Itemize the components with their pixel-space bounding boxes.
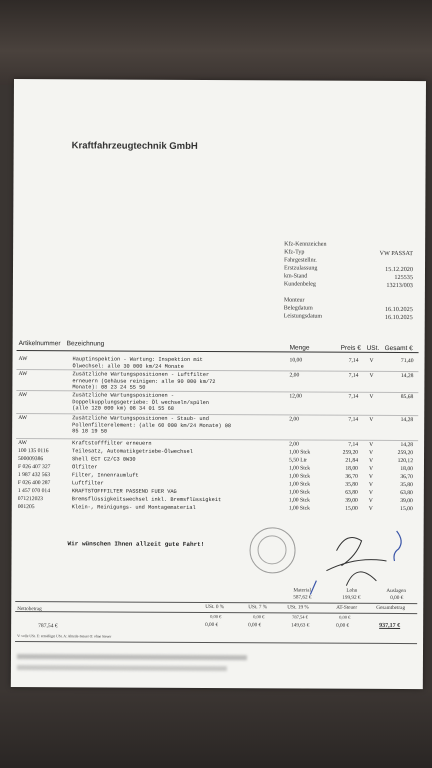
vehicle-label: Kundenbeleg [283, 281, 316, 288]
item-description [72, 392, 209, 412]
item-description-line: Bremsflüssigkeitswechsel inkl. Bremsflüssigkeit [71, 496, 222, 504]
item-price: 259,20 [342, 449, 359, 456]
item-quantity: 2,00 [289, 441, 299, 448]
item-total: 15,00 [400, 506, 413, 513]
tax-legend: V: volle USt. E: ermäßigte USt. A: Altteile-Steuer O: ohne Steuer [17, 634, 112, 639]
item-total: 71,40 [400, 358, 414, 365]
item-description-line: Teilesatz, Automatikgetriebe-Ölwechsel [72, 448, 193, 455]
item-description [72, 488, 177, 495]
item-price: 7,14 [348, 393, 359, 400]
ust19-base: 787,54 € [292, 614, 308, 620]
item-description-line: Doppelkupplungsgetriebe: Öl wechseln/spülen [72, 398, 210, 406]
item-description [72, 496, 221, 503]
material-label: Material [293, 587, 311, 594]
item-quantity: 5,50 Ltr [288, 457, 308, 464]
ust7-label: USt. 7 % [248, 604, 268, 611]
material-value: 587,62 € [293, 594, 312, 601]
item-description-line: Zusätzliche Wartungspositionen - Luftfilter [72, 371, 210, 379]
col-gesamt: Gesamt € [384, 344, 413, 353]
item-vat: V [368, 465, 374, 472]
item-vat: V [368, 497, 373, 504]
item-price: 18,00 [345, 465, 358, 472]
item-description [72, 504, 196, 511]
item-price: 7,14 [348, 416, 359, 423]
first-registration: 15.12.2020 [385, 265, 414, 274]
item-quantity: 12,00 [289, 393, 302, 400]
vehicle-label: Kfz-Typ [284, 249, 305, 256]
lohn-value: 199,92 € [342, 594, 361, 601]
item-code: AW [18, 392, 28, 399]
item-total: 14,28 [400, 442, 414, 449]
item-vat: V [368, 473, 373, 480]
item-description-line: Filter, Innenraumluft [71, 472, 139, 479]
document-date: 16.10.2025 [384, 305, 413, 314]
item-code: AW [18, 371, 28, 378]
nettobetrag-label: Nettobetrag [17, 606, 42, 613]
item-description-line: Pollenfilterelement: (alle 60 000 km/24 Monate) 08 [72, 421, 232, 429]
item-description [72, 464, 97, 471]
item-price: 7,14 [348, 441, 359, 448]
item-vat: V [368, 457, 374, 464]
item-description [72, 456, 136, 463]
item-vat: V [369, 416, 374, 423]
item-total: 14,28 [400, 373, 414, 380]
vehicle-label: km-Stand [283, 273, 308, 280]
item-quantity: 2,00 [289, 416, 300, 423]
ust7-base: 0,00 € [253, 614, 265, 620]
background-bottom [0, 690, 432, 768]
item-description-line: Ölfilter [71, 464, 98, 471]
item-description-line: Luftfilter [71, 480, 104, 487]
item-vat: V [368, 505, 373, 512]
background-top [0, 0, 432, 85]
ust0-tax: 0,00 € [205, 622, 219, 629]
meta-label: Belegdatum [283, 305, 313, 312]
col-artikel: Artikelnummer [18, 340, 61, 348]
item-code: 001205 [17, 504, 35, 511]
ust0-base: 0,00 € [210, 614, 222, 620]
item-description-line: Zusätzliche Wartungspositionen - [72, 392, 175, 399]
item-total: 120,12 [397, 458, 414, 465]
item-description-line: Monate): 08 23 24 55 50 [72, 384, 146, 391]
item-description-line: erneuern (Gehäuse reinigen: alle 90 000 km/72 [72, 377, 216, 385]
item-code: F 026 400 287 [17, 480, 51, 487]
item-quantity: 1,00 Stck [288, 505, 310, 512]
item-description-line: (alle 120 000 km) 08 34 01 55 68 [72, 405, 175, 412]
item-vat: V [369, 449, 374, 456]
item-description-line: Kraftstofffilter erneuern [72, 440, 152, 447]
item-description-line: Zusätzliche Wartungspositionen - Staub- und [72, 415, 209, 423]
item-description-line: KRAFTSTOFFFILTER PASSEND FUER VAG [71, 488, 177, 495]
item-vat: V [369, 441, 374, 448]
at-steuer-label: AT-Steuer [336, 604, 358, 611]
item-total: 14,28 [400, 417, 414, 424]
at-tax: 0,00 € [336, 622, 350, 629]
item-description [72, 356, 202, 370]
service-date: 16.10.2025 [384, 313, 413, 322]
company-stamp [249, 527, 295, 573]
auslagen-value: 0,00 € [390, 594, 404, 602]
item-total: 35,80 [400, 482, 413, 489]
item-total: 85,68 [400, 394, 414, 401]
col-preis: Preis € [340, 344, 361, 352]
item-vat: V [368, 481, 373, 488]
vehicle-type: VW PASSAT [379, 249, 414, 258]
col-ust: USt. [366, 344, 380, 352]
vehicle-label: Fahrgestellnr. [284, 257, 317, 264]
item-vat: V [369, 393, 374, 400]
item-total: 39,00 [400, 498, 413, 505]
col-bezeichnung: Bezeichnung [66, 340, 105, 348]
item-code: 1 987 432 563 [17, 472, 51, 479]
item-description [72, 415, 231, 435]
item-code: AW [18, 415, 28, 422]
ust19-tax: 149,63 € [291, 622, 310, 629]
vehicle-label: Kfz-Kennzeichen [284, 241, 327, 248]
item-description-line: Klein-, Reinigungs- und Montagematerial [71, 504, 196, 511]
item-description [72, 480, 104, 487]
stamp-center [257, 535, 286, 564]
ust7-tax: 0,00 € [248, 622, 262, 629]
item-price: 36,70 [345, 473, 358, 480]
footer-divider [15, 641, 417, 644]
netto-value: 787,54 € [38, 623, 58, 630]
mileage: 125535 [394, 273, 413, 282]
item-quantity: 10,00 [289, 357, 303, 364]
customer-doc: 13213/003 [386, 281, 413, 290]
meta-label: Leistungsdatum [283, 313, 323, 320]
col-menge: Menge [289, 344, 310, 352]
item-vat: V [369, 357, 374, 364]
item-quantity: 1,00 Stck [289, 449, 311, 456]
item-description [72, 371, 215, 391]
vehicle-label: Erstzulassung [283, 265, 318, 272]
item-quantity: 1,00 Stck [288, 481, 311, 488]
item-description-line: Ölwechsel: alle 30 000 km/24 Monate [72, 362, 184, 370]
item-code: 1 457 070 014 [17, 488, 51, 495]
item-price: 21,84 [345, 457, 359, 464]
item-description [72, 440, 152, 447]
item-price: 15,00 [345, 505, 358, 512]
item-description [72, 472, 139, 479]
meta-label: Monteur [283, 297, 305, 304]
item-description-line: Shell ECT C2/C3 0W30 [71, 456, 136, 463]
item-vat: V [369, 372, 374, 379]
ust0-label: USt. 0 % [205, 604, 225, 611]
grand-total: 937,17 € [379, 622, 401, 630]
footer-text-blurred [17, 654, 247, 660]
item-description [72, 448, 193, 455]
item-price: 35,80 [345, 481, 358, 488]
item-code: 071212023 [17, 496, 43, 503]
item-quantity: 1,00 Stck [288, 497, 310, 504]
item-code: AW [18, 440, 27, 447]
item-code: F 026 407 327 [17, 464, 51, 471]
item-total: 18,00 [400, 466, 413, 473]
gesamtbetrag-label: Gesamtbetrag [376, 604, 406, 612]
item-price: 7,14 [348, 357, 359, 364]
invoice-paper [11, 79, 426, 689]
footer-text-blurred [17, 665, 227, 671]
item-total: 259,20 [397, 450, 414, 457]
company-name: Kraftfahrzeugtechnik GmbH [71, 140, 198, 152]
item-quantity: 2,00 [289, 372, 300, 379]
item-price: 63,80 [345, 489, 358, 496]
item-total: 63,80 [400, 490, 413, 497]
item-code: 500009386 [17, 456, 44, 463]
item-quantity: 1,00 Stck [288, 465, 311, 472]
item-quantity: 1,00 Stck [288, 489, 310, 496]
item-description-line: 85 18 19 50 [72, 428, 108, 435]
greeting: Wir wünschen Ihnen allzeit gute Fahrt! [67, 540, 205, 549]
item-vat: V [368, 489, 373, 496]
item-price: 39,00 [345, 497, 358, 504]
ust19-label: USt. 19 % [287, 604, 309, 611]
at-base: 0,00 € [339, 614, 351, 620]
item-code: 100 135 0116 [18, 448, 49, 455]
item-price: 7,14 [348, 372, 359, 379]
item-code: AW [18, 356, 28, 363]
item-quantity: 1,00 Stck [288, 473, 311, 480]
item-description-line: Hauptinspektion - Wartung: Inspektion mit [72, 356, 203, 363]
lohn-label: Lohn [346, 587, 358, 594]
auslagen-label: Auslagen [386, 587, 406, 595]
item-total: 36,70 [400, 474, 413, 481]
